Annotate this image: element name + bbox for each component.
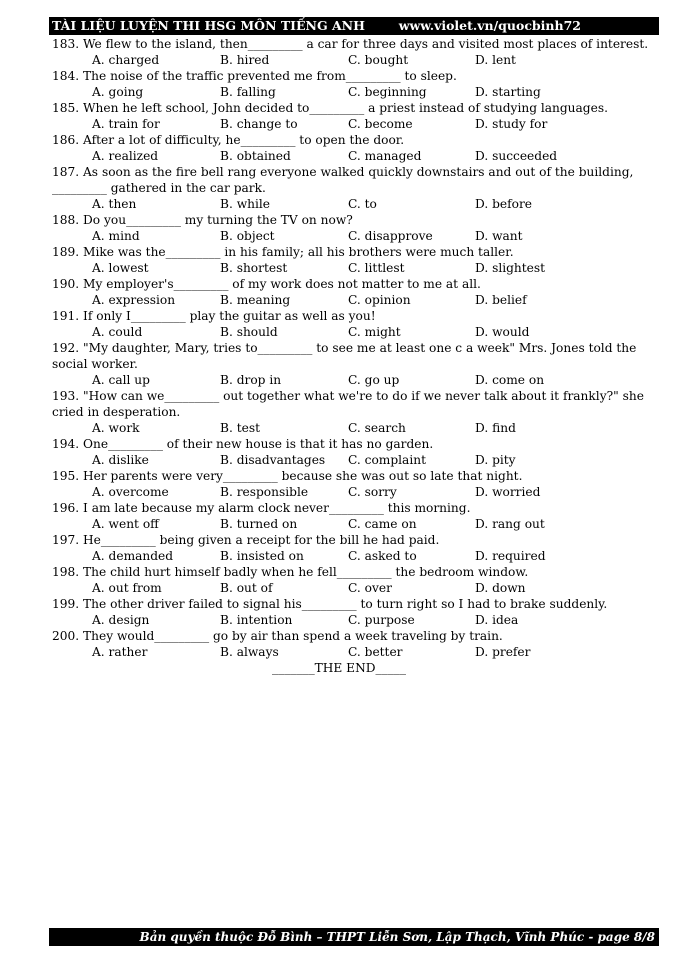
question-options [52,548,656,564]
question-198 [52,564,656,596]
footer-copyright: Bản quyền thuộc Đỗ Bình – THPT Liễn Sơn, Lập Thạch, Vĩnh Phúc - page 8/8 [139,930,655,944]
option-a: A. demanded [92,549,174,563]
question-text: 197. He_________ being given a receipt for the bill he had paid. [52,533,440,547]
question-192 [52,340,656,388]
header-website: www.violet.vn/quocbinh72 [398,18,581,33]
option-b: B. disadvantages [220,453,326,467]
question-options [52,516,656,532]
option-a: A. mind [92,229,140,243]
option-d: D. slightest [475,261,546,275]
question-text: 189. Mike was the_________ in his family; all his brothers were much taller. [52,245,514,259]
question-190 [52,276,656,308]
option-d: D. down [475,581,526,595]
option-a: A. out from [92,581,162,595]
option-b: B. intention [220,613,293,627]
question-options [52,372,656,388]
question-options [52,116,656,132]
question-197 [52,532,656,564]
option-c: C. go up [348,373,400,387]
question-184 [52,68,656,100]
option-c: C. purpose [348,613,415,627]
page-header [49,17,659,35]
question-text: 198. The child hurt himself badly when he fell_________ the bedroom window. [52,565,529,579]
option-d: D. want [475,229,523,243]
option-b: B. while [220,197,270,211]
option-a: A. dislike [92,453,149,467]
question-options [52,260,656,276]
question-options [52,324,656,340]
question-195 [52,468,656,500]
question-options [52,148,656,164]
page-footer [49,928,659,946]
question-187 [52,164,656,212]
question-list [52,36,656,676]
option-a: A. going [92,85,144,99]
question-text: 200. They would_________ go by air than spend a week traveling by train. [52,629,503,643]
question-text: 196. I am late because my alarm clock never_________ this morning. [52,501,471,515]
question-options [52,292,656,308]
question-text: 183. We flew to the island, then_________ a car for three days and visited most places of interest. [52,37,649,51]
option-b: B. always [220,645,279,659]
option-d: D. rang out [475,517,545,531]
option-d: D. required [475,549,546,563]
option-d: D. come on [475,373,545,387]
option-a: A. lowest [92,261,149,275]
header-title: TÀI LIỆU LUYỆN THI HSG MÔN TIẾNG ANH [52,18,365,33]
option-d: D. lent [475,53,516,67]
option-b: B. hired [220,53,270,67]
question-text: 187. As soon as the fire bell rang everyone walked quickly downstairs and out of the building, _________ gathered in the car park. [52,165,634,195]
option-c: C. better [348,645,403,659]
question-options [52,580,656,596]
option-b: B. obtained [220,149,291,163]
option-d: D. would [475,325,530,339]
option-c: C. disapprove [348,229,433,243]
option-a: A. charged [92,53,160,67]
option-c: C. might [348,325,401,339]
question-194 [52,436,656,468]
option-c: C. came on [348,517,417,531]
question-186 [52,132,656,164]
question-options [52,452,656,468]
option-c: C. opinion [348,293,411,307]
option-b: B. shortest [220,261,288,275]
question-options [52,484,656,500]
question-text: 190. My employer's_________ of my work does not matter to me at all. [52,277,481,291]
option-b: B. meaning [220,293,291,307]
option-a: A. went off [92,517,159,531]
option-b: B. change to [220,117,298,131]
option-c: C. bought [348,53,409,67]
option-a: A. overcome [92,485,169,499]
question-183 [52,36,656,68]
question-text: 192. "My daughter, Mary, tries to_________ to see me at least one c a week" Mrs. Jones told the social worker. [52,341,637,371]
option-d: D. succeeded [475,149,558,163]
option-c: C. search [348,421,406,435]
question-options [52,644,656,660]
question-options [52,196,656,212]
question-191 [52,308,656,340]
option-d: D. study for [475,117,548,131]
option-d: D. starting [475,85,541,99]
option-a: A. then [92,197,137,211]
question-text: 194. One_________ of their new house is that it has no garden. [52,437,434,451]
question-text: 186. After a lot of difficulty, he_________ to open the door. [52,133,405,147]
option-c: C. complaint [348,453,426,467]
option-b: B. insisted on [220,549,304,563]
option-c: C. sorry [348,485,397,499]
question-options [52,612,656,628]
option-a: A. call up [92,373,150,387]
question-text: 193. "How can we_________ out together what we're to do if we never talk about it frankly?" she cried in desperation. [52,389,644,419]
option-a: A. work [92,421,140,435]
option-b: B. drop in [220,373,282,387]
option-c: C. asked to [348,549,417,563]
option-b: B. test [220,421,260,435]
question-189 [52,244,656,276]
the-end-marker: _______THE END_____ [272,661,406,675]
question-text: 184. The noise of the traffic prevented me from_________ to sleep. [52,69,457,83]
option-d: D. belief [475,293,527,307]
question-text: 185. When he left school, John decided to_________ a priest instead of studying languages. [52,101,608,115]
option-b: B. responsible [220,485,309,499]
option-b: B. falling [220,85,276,99]
option-a: A. expression [92,293,176,307]
option-d: D. pity [475,453,516,467]
option-d: D. worried [475,485,541,499]
option-d: D. idea [475,613,519,627]
question-text: 188. Do you_________ my turning the TV on now? [52,213,353,227]
question-text: 199. The other driver failed to signal his_________ to turn right so I had to brake suddenly. [52,597,608,611]
option-c: C. beginning [348,85,427,99]
question-185 [52,100,656,132]
option-c: C. littlest [348,261,405,275]
question-188 [52,212,656,244]
option-c: C. over [348,581,392,595]
option-c: C. become [348,117,413,131]
option-c: C. to [348,197,377,211]
option-a: A. could [92,325,143,339]
option-b: B. should [220,325,278,339]
question-193 [52,388,656,436]
option-d: D. find [475,421,516,435]
question-options [52,52,656,68]
option-a: A. rather [92,645,148,659]
question-options [52,84,656,100]
question-199 [52,596,656,628]
option-b: B. out of [220,581,273,595]
option-d: D. before [475,197,532,211]
option-b: B. object [220,229,275,243]
question-196 [52,500,656,532]
question-options [52,228,656,244]
option-b: B. turned on [220,517,298,531]
option-a: A. design [92,613,150,627]
option-a: A. realized [92,149,159,163]
question-text: 191. If only I_________ play the guitar as well as you! [52,309,376,323]
option-a: A. train for [92,117,160,131]
question-options [52,420,656,436]
question-text: 195. Her parents were very_________ because she was out so late that night. [52,469,523,483]
option-d: D. prefer [475,645,531,659]
option-c: C. managed [348,149,422,163]
question-200 [52,628,656,660]
